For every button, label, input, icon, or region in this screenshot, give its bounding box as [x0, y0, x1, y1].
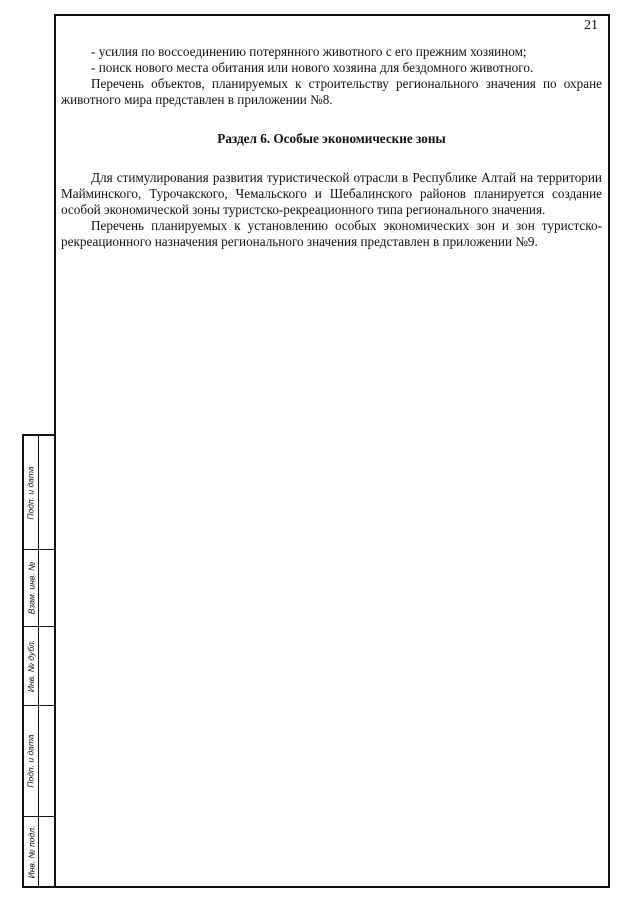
paragraph-bullet-new-owner: - поиск нового места обитания или нового хозяина для бездомного животного. — [91, 60, 534, 75]
stamp-cell-duplicate-inv — [24, 626, 54, 706]
stamp-cell-signature-date-top — [24, 436, 54, 550]
stamp-cell-replacement-inv — [24, 549, 54, 627]
binding-stamp — [22, 434, 54, 888]
paragraph-economic-zone: Для стимулирования развития туристической отрасли в Республике Алтай на территории Майминского, Турочакского, Чемальского и Шебалинского районов планируется создание особой экономической зоны туристско-рекреационного типа регионального значения. — [61, 170, 602, 217]
stamp-cell-original-inv — [24, 816, 54, 888]
stamp-label-signature-date: Подп. и дата — [26, 465, 36, 520]
stamp-label-replacement-inv: Взам. инв. № — [26, 561, 37, 614]
paragraph-bullet-reunion: - усилия по воссоединению потерянного животного с его прежним хозяином; — [91, 44, 527, 59]
paragraph-appendix-8: Перечень объектов, планируемых к строительству регионального значения по охране животного мира представлен в приложении №8. — [61, 76, 602, 107]
document-body — [61, 44, 602, 250]
stamp-label-duplicate-inv: Инв. № дубл. — [26, 639, 36, 692]
paragraph-appendix-9: Перечень планируемых к установлению особых экономических зон и зон туристско-рекреационного назначения регионального значения представлен в приложении №9. — [61, 218, 602, 249]
stamp-label-original-inv: Инв. № подл. — [26, 825, 36, 879]
section-heading: Раздел 6. Особые экономические зоны — [217, 131, 446, 146]
stamp-label-signature-date-2: Подп. и дата — [26, 733, 36, 788]
stamp-cell-signature-date-bottom — [24, 705, 54, 817]
page-number: 21 — [584, 18, 598, 33]
